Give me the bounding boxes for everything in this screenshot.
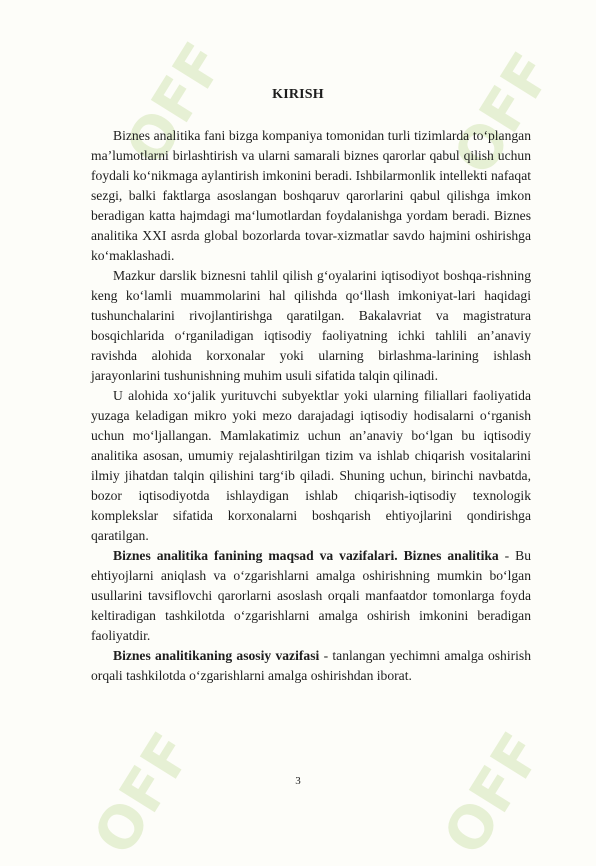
paragraph-1: Biznes analitika fani bizga kompaniya tomonidan turli tizimlarda to‘plangan ma’lumotlarni birlashtirish va ularni samarali biznes qarorlar qabul qilish uchun foydali ko‘nikmaga aylantirish imkonini beradi. Ishbilarmonlik intellekti nafaqat sezgi, balki faktlarga asoslangan boshqaruv qarorlarini qabul qilishga imkon beradigan katta hajmdagi ma‘lumotlardan foydalanishga yordam beradi. Biznes analitika XXI asrda global bozorlarda tovar-xizmatlar savdo hajmini oshirishga ko‘maklashadi. bbox=[91, 128, 531, 263]
paragraph-4 bbox=[91, 546, 531, 646]
page-number: 3 bbox=[295, 775, 301, 787]
paragraph-2: Mazkur darslik biznesni tahlil qilish g‘oyalarini iqtisodiyot boshqa-rishning keng ko‘lamli muammolarini hal qilishda qo‘llash imkoniyat-lari haqidagi tushunchalarini rivojlantirishga qaratilgan. Bakalavriat va magistratura bosqichlarida o‘rganiladigan iqtisodiy faoliyatning ichki tahlili an’anaviy ravishda alohida korxonalar yoki ularning birlashma-larining ishlash jarayonlarini tushunishning muhim usuli sifatida talqin qilinadi. bbox=[91, 268, 531, 383]
paragraph-5-text: - tanlangan yechimni amalga oshirish orqali tashkilotda o‘zgarishlarni amalga oshirishdan iborat. bbox=[91, 648, 532, 683]
watermark-right-lower: OFF bbox=[430, 720, 556, 866]
page-title: KIRISH bbox=[272, 87, 324, 102]
paragraph-4-text: - Bu ehtiyojlarni aniqlash va o‘zgarishlarni amalga oshirishning mumkin bo‘lgan usullarini tavsiflovchi qarorlarni asoslash orqali manfaatdor tomonlarga foyda keltiradigan tashkilotda o‘zgarishlarni amalga oshirish imkonini beradigan faoliyatdir. bbox=[91, 548, 531, 643]
paragraph-5 bbox=[91, 646, 531, 686]
body-text bbox=[91, 126, 531, 686]
paragraph-4-heading: Biznes analitika fanining maqsad va vazifalari. Biznes analitika bbox=[113, 548, 499, 563]
paragraph-3: U alohida xo‘jalik yurituvchi subyektlar yoki ularning filiallari faoliyatida yuzaga keladigan mikro yoki mezo darajadagi iqtisodiy hodisalarni o‘rganish uchun mo‘ljallangan. Mamlakatimiz uchun an’anaviy bo‘lgan bu iqtisodiy analitika asosan, umumiy rejalashtirilgan tizim va ishlab chiqarish vositalarini ilmiy jihatdan talqin qilishini targ‘ib qiladi. Shuning uchun, birinchi navbatda, bozor iqtisodiyotda ishlaydigan ishlab chiqarish-iqtisodiy texnologik komplekslar sifatida korxonalarni boshqarish ehtiyojlarini qondirishga qaratilgan. bbox=[91, 388, 531, 543]
watermark-left: OFF bbox=[112, 30, 238, 177]
paragraph-5-heading: Biznes analitikaning asosiy vazifasi bbox=[113, 648, 320, 663]
watermark-right: OFF bbox=[440, 40, 566, 187]
watermark-left-lower: OFF bbox=[80, 720, 206, 866]
